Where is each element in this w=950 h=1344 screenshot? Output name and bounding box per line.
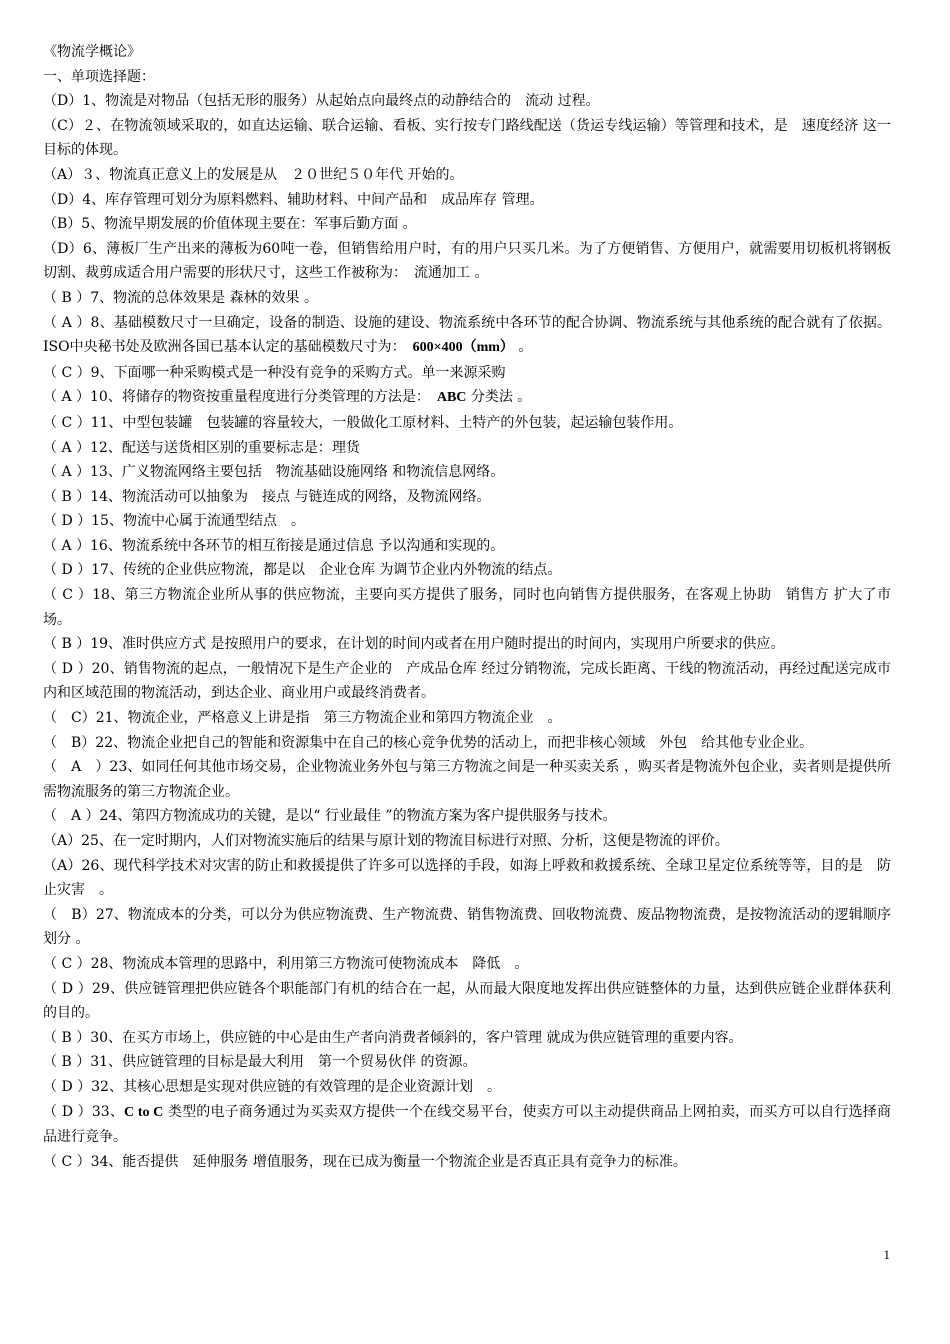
question-bold-term: 600×400（mm）	[412, 340, 514, 356]
question-item: （ B ）7、物流的总体效果是 森林的效果 。	[43, 289, 318, 306]
question-text-before: （ D ）33、	[43, 1103, 125, 1120]
question-item: （ C ）28、物流成本管理的思路中，利用第三方物流可使物流成本 降低 。	[43, 955, 529, 972]
question-item: （ D ）20、销售物流的起点，一般情况下是生产企业的 产成品仓库 经过分销物流，完成长距离、干线的物流活动，再经过配送完成市内和区域范围的物流活动，到达企业、商业用户或最终消费者。	[43, 660, 891, 702]
question-item: （ C ）18、第三方物流企业所从事的供应物流，主要向买方提供了服务，同时也向销售方提供服务，在客观上协助 销售方 扩大了市场。	[43, 587, 891, 628]
section-title: 一、单项选择题：	[43, 68, 155, 85]
question-item: （ B）27、物流成本的分类，可以分为供应物流费、生产物流费、销售物流费、回收物流费、废品物物流费，是按物流活动的逻辑顺序划分 。	[43, 906, 891, 948]
question-text-after: 。	[513, 339, 533, 356]
question-item: （ D ）17、传统的企业供应物流，都是以 企业仓库 为调节企业内外物流的结点。	[43, 562, 562, 579]
question-item: （ A ）23、如同任何其他市场交易，企业物流业务外包与第三方物流之间是一种买卖关系 ，购买者是物流外包企业，卖者则是提供所需物流服务的第三方物流企业。	[43, 759, 891, 800]
question-item: （B）5、物流早期发展的价值体现主要在：军事后勤方面 。	[43, 216, 417, 233]
question-text-after: 分类法 。	[466, 389, 532, 406]
question-list	[43, 89, 891, 1174]
question-item: （ A ）16、物流系统中各环节的相互衔接是通过信息 予以沟通和实现的。	[43, 537, 505, 554]
question-item: （A）３、物流真正意义上的发展是从 ２０世纪５０年代 开始的。	[43, 166, 464, 183]
question-item: （ B）22、物流企业把自己的智能和资源集中在自己的核心竞争优势的活动上，而把非核心领域 外包 给其他专业企业。	[43, 734, 814, 751]
question-item: （ D ）32、其核心思想是实现对供应链的有效管理的是企业资源计划 。	[43, 1078, 501, 1095]
question-text-after: 类型的电子商务通过为买卖双方提供一个在线交易平台，使卖方可以主动提供商品上网拍卖，而买方可以自行选择商品进行竞争。	[43, 1103, 891, 1146]
document-title: 《物流学概论》	[43, 44, 141, 60]
question-item: （A）25、在一定时期内，人们对物流实施后的结果与原计划的物流目标进行对照、分析，这便是物流的评价。	[43, 833, 729, 849]
question-item	[43, 385, 891, 411]
document-body	[43, 40, 891, 1174]
question-item: （ A ）24、第四方物流成功的关键，是以“ 行业最佳 ”的物流方案为客户提供服务与技术。	[43, 808, 617, 825]
question-item	[43, 311, 891, 361]
question-item: （ A ）12、配送与送货相区别的重要标志是：理货	[43, 439, 360, 456]
question-item: （ C ）11、中型包装罐 包装罐的容量较大，一般做化工原材料、土特产的外包装，起运输包装作用。	[43, 414, 683, 431]
question-item: （ D ）15、物流中心属于流通型结点 。	[43, 513, 305, 530]
question-item: （ A ）13、广义物流网络主要包括 物流基础设施网络 和物流信息网络。	[43, 464, 505, 481]
question-item: （ C ）34、能否提供 延伸服务 增值服务，现在已成为衡量一个物流企业是否真正具有竞争力的标准。	[43, 1153, 687, 1170]
question-text-before: （ A ）8、基础模数尺寸一旦确定，设备的制造、设施的建设、物流系统中各环节的配合协调、物流系统与其他系统的配合就有了依据。ISO中央秘书处及欧洲各国已基本认定的基础模数尺寸为：	[43, 314, 891, 356]
question-bold-term: C to C	[124, 1104, 164, 1120]
question-bold-term: ABC	[436, 390, 467, 406]
question-item: （ B ）31、供应链管理的目标是最大利用 第一个贸易伙伴 的资源。	[43, 1054, 477, 1071]
question-item: （D）4、库存管理可划分为原料燃料、辅助材料、中间产品和 成品库存 管理。	[43, 191, 544, 208]
question-text-before: （ A ）10、将储存的物资按重量程度进行分类管理的方法是：	[43, 389, 437, 406]
page-number: 1	[883, 1247, 890, 1262]
question-item: （ C ）9、下面哪一种采购模式是一种没有竞争的采购方式。单一来源采购	[43, 364, 506, 381]
question-item	[43, 1100, 891, 1150]
question-item: （D）1、物流是对物品（包括无形的服务）从起始点向最终点的动静结合的 流动 过程。	[43, 93, 600, 110]
question-item: （A）26、现代科学技术对灾害的防止和救援提供了许多可以选择的手段，如海上呼救和救援系统、全球卫星定位系统等等，目的是 防止灾害 。	[43, 857, 891, 899]
question-item: （ B ）19、准时供应方式 是按照用户的要求，在计划的时间内或者在用户随时提出的时间内，实现用户所要求的供应。	[43, 636, 785, 653]
question-item: （ C）21、物流企业，严格意义上讲是指 第三方物流企业和第四方物流企业 。	[43, 710, 562, 727]
question-item: （D）6、薄板厂生产出来的薄板为60吨一卷，但销售给用户时，有的用户只买几米。为了方便销售、方便用户，就需要用切板机将钢板切割、裁剪成适合用户需要的形状尺寸，这些工作被称为： 流通加工 。	[43, 240, 891, 282]
question-item: （ B ）14、物流活动可以抽象为 接点 与链连成的网络，及物流网络。	[43, 488, 491, 505]
question-item: （C）２、在物流领域采取的，如直达运输、联合运输、看板、实行按专门路线配送（货运专线运输）等管理和技术，是 速度经济 这一目标的体现。	[43, 117, 891, 159]
question-item: （ B ）30、在买方市场上，供应链的中心是由生产者向消费者倾斜的，客户管理 就成为供应链管理的重要内容。	[43, 1029, 743, 1046]
question-item: （ D ）29、供应链管理把供应链各个职能部门有机的结合在一起，从而最大限度地发挥出供应链整体的力量，达到供应链企业群体获利的目的。	[43, 980, 891, 1022]
